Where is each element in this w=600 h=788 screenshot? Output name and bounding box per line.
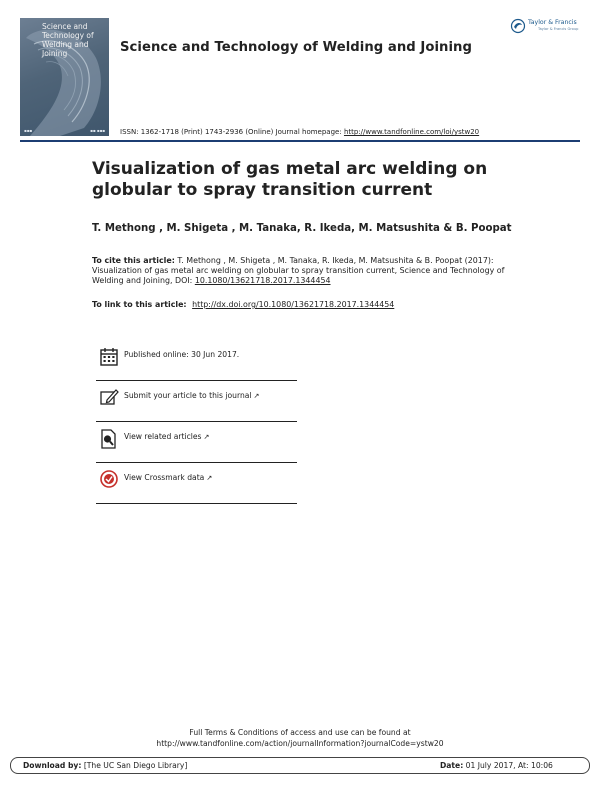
info-divider bbox=[96, 380, 297, 381]
journal-cover bbox=[20, 18, 109, 136]
terms-line: Full Terms & Conditions of access and use can be found at bbox=[189, 728, 411, 737]
journal-title[interactable]: Science and Technology of Welding and Joining bbox=[120, 40, 472, 55]
downloaded-by-value: [The UC San Diego Library] bbox=[83, 761, 188, 770]
cover-title-line: Science and bbox=[42, 22, 88, 31]
calendar-icon bbox=[99, 346, 119, 368]
crossmark-row[interactable] bbox=[96, 469, 296, 499]
submit-article-row[interactable] bbox=[96, 387, 296, 417]
related-articles-row[interactable] bbox=[96, 428, 296, 458]
terms-url[interactable]: http://www.tandfonline.com/action/journalInformation?journalCode=ystw20 bbox=[156, 739, 444, 748]
tf-swirl-icon bbox=[510, 18, 526, 34]
citation-doi-link[interactable]: 10.1080/13621718.2017.1344454 bbox=[194, 276, 331, 286]
article-title: Visualization of gas metal arc welding on globular to spray transition current bbox=[92, 159, 488, 200]
submit-article-label: Submit your article to this journal bbox=[124, 391, 252, 400]
published-online-row bbox=[96, 346, 296, 376]
info-divider bbox=[96, 503, 297, 504]
article-link-line bbox=[92, 300, 394, 309]
download-info-bar bbox=[10, 757, 590, 774]
citation-block bbox=[92, 256, 532, 287]
external-link-icon: ↗ bbox=[203, 433, 210, 441]
external-link-icon: ↗ bbox=[253, 392, 260, 400]
magnifier-icon bbox=[99, 428, 119, 450]
edit-icon bbox=[99, 387, 119, 409]
article-doi-url[interactable]: http://dx.doi.org/10.1080/13621718.2017.1344454 bbox=[192, 300, 395, 309]
publisher-logo[interactable] bbox=[510, 16, 584, 38]
issn-text: ISSN: 1362-1718 (Print) 1743-2936 (Online) Journal homepage: bbox=[120, 128, 342, 136]
article-link-label: To link to this article: bbox=[92, 300, 187, 309]
downloaded-by-label: Download by: bbox=[23, 761, 82, 770]
crossmark-icon bbox=[99, 469, 119, 491]
download-date-value: 01 July 2017, At: 10:06 bbox=[465, 761, 553, 770]
cover-title-line: Joining bbox=[42, 49, 68, 58]
download-date bbox=[440, 761, 553, 770]
crossmark-link[interactable] bbox=[124, 473, 212, 482]
cover-footer-mark: ▪▪▪ bbox=[24, 128, 33, 133]
citation-text: T. Methong , M. Shigeta , M. Tanaka, R. Ikeda, M. Matsushita & B. Poopat (2017): Visualization of gas metal arc welding on globular to spray transition current, Science and Technology of Welding and Joining, DOI: bbox=[92, 256, 505, 286]
crossmark-label: View Crossmark data bbox=[124, 473, 205, 482]
info-divider bbox=[96, 462, 297, 463]
downloaded-by bbox=[23, 761, 187, 770]
cover-footer-mark: ▪▪ ▪▪▪ bbox=[90, 128, 105, 133]
journal-homepage-link[interactable]: http://www.tandfonline.com/loi/ystw20 bbox=[343, 128, 480, 136]
cover-title-line: Technology of bbox=[42, 31, 94, 40]
cover-title-line: Welding and bbox=[42, 40, 89, 49]
publisher-group: Taylor & Francis Group bbox=[538, 27, 579, 31]
issn-line bbox=[120, 128, 479, 136]
info-divider bbox=[96, 421, 297, 422]
submit-article-link[interactable] bbox=[124, 391, 259, 400]
citation-label: To cite this article: bbox=[92, 256, 175, 265]
external-link-icon: ↗ bbox=[206, 474, 213, 482]
related-articles-link[interactable] bbox=[124, 432, 209, 441]
article-authors: T. Methong , M. Shigeta , M. Tanaka, R. Ikeda, M. Matsushita & B. Poopat bbox=[92, 223, 512, 234]
terms-note bbox=[100, 727, 500, 749]
cover-title bbox=[42, 22, 106, 58]
download-date-label: Date: bbox=[440, 761, 464, 770]
related-articles-label: View related articles bbox=[124, 432, 202, 441]
publisher-name: Taylor & Francis bbox=[528, 19, 577, 26]
published-online-text: Published online: 30 Jun 2017. bbox=[124, 350, 240, 359]
header-divider bbox=[20, 140, 580, 142]
